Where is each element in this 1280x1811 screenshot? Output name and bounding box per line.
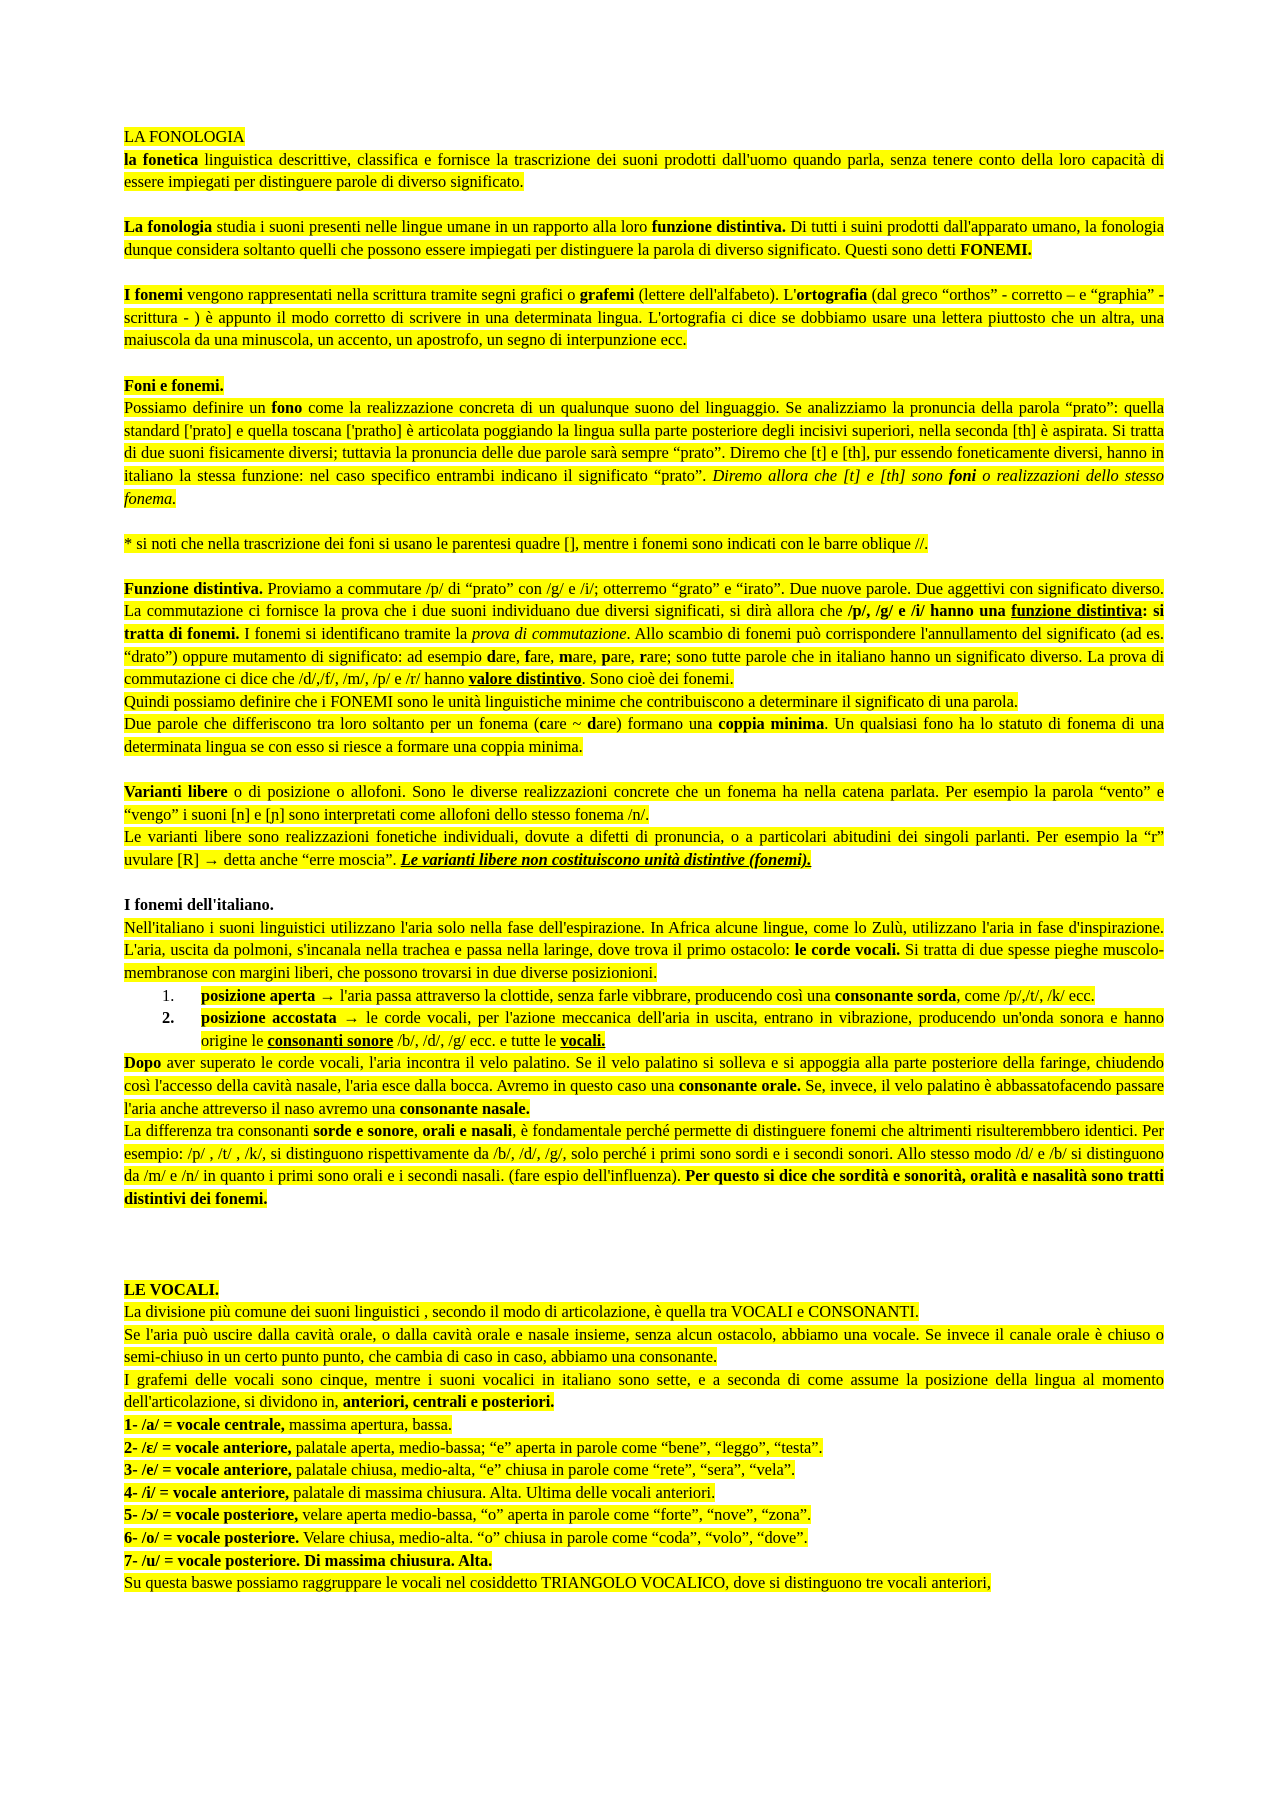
vocale-item: 2- /ɛ/ = vocale anteriore, palatale aperta, medio-bassa; “e” aperta in parole come “bene”, “leggo”, “testa”. [124, 1437, 823, 1457]
para-triangolo: Su questa baswe possiamo raggruppare le vocali nel cosiddetto TRIANGOLO VOCALICO, dove si distinguono tre vocali anteriori, [124, 1573, 992, 1593]
heading-foni: Foni e fonemi. [124, 375, 224, 395]
para-italiano: Nell'italiano i suoni linguistici utilizzano l'aria solo nella fase dell'espirazione. In Africa alcune lingue, come lo Zulù, utilizzano l'aria in fase d'inspirazione. L'aria, uscita da polmoni, s'incanala nella trachea e passa nella laringe, dove trova il primo ostacolo: le corde vocali. Si tratta di due spesse pieghe muscolo-membranose con margini liberi, che possono trovarsi in due diverse posizionioni. [124, 917, 1164, 982]
para-differenza: La differenza tra consonanti sorde e sonore, orali e nasali, è fondamentale perché permette di distinguere fonemi che altrimenti risulterembbero identici. Per esempio: /p/ , /t/ , /k/, si distinguono rispettivamente da /b/, /d/, /g/, solo perché i primi sono sordi e i secondi sonori. Allo stesso modo /d/ e /b/ si distinguono da /m/ e /n/ in quanto i primi sono orali e i secondi nasali. (fare espio dell'influenza). Per questo si dice che sordità e sonorità, oralità e nasalità sono tratti distintivi dei fonemi. [124, 1121, 1164, 1208]
heading-vocali: LE VOCALI. [124, 1279, 220, 1299]
heading-italiano: I fonemi dell'italiano. [124, 895, 274, 915]
para-fonologia: La fonologia studia i suoni presenti nelle lingue umane in un rapporto alla loro funzione distintiva. Di tutti i suini prodotti dall'apparato umano, la fonologia dunque considera soltanto quelli che possono essere impiegati per distinguere la parola di diverso significato. Questi sono detti FONEMI. [124, 217, 1164, 259]
para-vocali-2: Se l'aria può uscire dalla cavità orale, o dalla cavità orale e nasale insieme, senza alcun ostacolo, abbiamo una vocale. Se invece il canale orale è chiuso o semi-chiuso in un certo punto punto, che cambia di caso in caso, abbiamo una consonante. [124, 1324, 1164, 1367]
vocale-item: 7- /u/ = vocale posteriore. Di massima chiusura. Alta. [124, 1550, 493, 1570]
note-parentesi: * si noti che nella trascrizione dei foni si usano le parentesi quadre [], mentre i fonemi sono indicati con le barre oblique //. [124, 533, 929, 553]
para-varianti-2: Le varianti libere sono realizzazioni fonetiche individuali, dovute a difetti di pronuncia, o a particolari abitudini dei singoli parlanti. Per esempio la “r” uvulare [R] → detta anche “erre moscia”. Le varianti libere non costituiscono unità distintive (fonemi). [124, 827, 1164, 869]
vocale-item: 5- /ɔ/ = vocale posteriore, velare aperta medio-bassa, “o” aperta in parole come “forte”, “nove”, “zona”. [124, 1505, 812, 1525]
vocale-item: 1- /a/ = vocale centrale, massima apertura, bassa. [124, 1415, 452, 1435]
para-varianti: Varianti libere o di posizione o allofoni. Sono le diverse realizzazioni concrete che un fonema ha nella catena parlata. Per esempio la parola “vento” e “vengo” i suoni [n] e [ɲ] sono interpretati come allofoni dello stesso fonema /n/. [124, 782, 1165, 824]
list-item: 2. posizione accostata → le corde vocali, per l'azione meccanica dell'aria in uscita, entrano in vibrazione, producendo un'onda sonora e hanno origine le consonanti sonore /b/, /d/, /g/ ecc. e tutte le vocali. [162, 1008, 1164, 1050]
vocale-item: 4- /i/ = vocale anteriore, palatale di massima chiusura. Alta. Ultima delle vocali anteriori. [124, 1482, 716, 1502]
para-dopo: Dopo aver superato le corde vocali, l'aria incontra il velo palatino. Se il velo palatino si solleva e si appoggia alla parte posteriore della faringe, chiudendo così l'accesso della cavità nasale, l'aria esce dalla bocca. Avremo in questo caso una consonante orale. Se, invece, il velo palatino è abbassatofacendo passare l'aria anche attreverso il naso avremo una consonante nasale. [124, 1053, 1165, 1118]
doc-title: LA FONOLOGIA [124, 127, 245, 146]
para-coppia-minima: Due parole che differiscono tra loro soltanto per un fonema (care ~ dare) formano una coppia minima. Un qualsiasi fono ha lo statuto di fonema di una determinata lingua se con esso si riesce a formare una coppia minima. [124, 714, 1164, 757]
posizioni-list [124, 985, 1164, 1053]
para-foni: Possiamo definire un fono come la realizzazione concreta di un qualunque suono del linguaggio. Se analizziamo la pronuncia della parola “prato”: quella standard ['prato] e quella toscana ['pratho] è articolata poggiando la lingua sulla parte posteriore degli incisivi superiori, nella seconda [th] è aspirata. Si tratta di due suoni fisicamente diversi; tuttavia la pronuncia delle due parole sarà sempre “prato”. Diremo che [t] e [th], pur essendo foneticamente diversi, hanno in italiano la stessa funzione: nel caso specifico entrambi indicano il significato “prato”. Diremo allora che [t] e [th] sono foni o realizzazioni dello stesso fonema. [124, 398, 1164, 508]
para-funzione-2: Quindi possiamo definire che i FONEMI sono le unità linguistiche minime che contribuiscono a determinare il significato di una parola. [124, 691, 1018, 711]
para-vocali-3: I grafemi delle vocali sono cinque, mentre i suoni vocalici in italiano sono sette, e a seconda di come assume la posizione della lingua al momento dell'articolazione, si dividono in, anteriori, centrali e posteriori. [124, 1369, 1164, 1412]
para-fonetica: la fonetica linguistica descrittive, classifica e fornisce la trascrizione dei suoni prodotti dall'uomo quando parla, senza tenere conto della loro capacità di essere impiegati per distinguere parole di diverso significato. [124, 149, 1165, 192]
para-funzione: Funzione distintiva. Proviamo a commutare /p/ di “prato” con /g/ e /i/; otterremo “grato” e “irato”. Due nuove parole. Due aggettivi con significato diverso. La commutazione ci fornisce la prova che i due suoni individuano due diversi significati, si dirà allora che /p/, /g/ e /i/ hanno una funzione distintiva: si tratta di fonemi. I fonemi si identificano tramite la prova di commutazione. Allo scambio di fonemi può corrispondere l'annullamento del significato (ad es. “drato”) oppure mutamento di significato: ad esempio dare, fare, mare, pare, rare; sono tutte parole che in italiano hanno un significato diverso. La prova di commutazione ci dice che /d/,/f/, /m/, /p/ e /r/ hanno valore distintivo. Sono cioè dei fonemi. [124, 578, 1165, 689]
para-vocali-1: La divisione più comune dei suoni linguistici , secondo il modo di articolazione, è quella tra VOCALI e CONSONANTI. [124, 1302, 919, 1322]
document-page [124, 126, 1164, 1595]
list-item: 1. posizione aperta → l'aria passa attraverso la clottide, senza farle vibbrare, producendo così una consonante sorda, come /p/,/t/, /k/ ecc. [162, 985, 1095, 1005]
vocale-item: 3- /e/ = vocale anteriore, palatale chiusa, medio-alta, “e” chiusa in parole come “rete”, “sera”, “vela”. [124, 1460, 796, 1480]
para-fonemi: I fonemi vengono rappresentati nella scrittura tramite segni grafici o grafemi (lettere dell'alfabeto). L'ortografia (dal greco “orthos” - corretto – e “graphia” - scrittura - ) è appunto il modo corretto di scrivere in una determinata lingua. L'ortografia ci dice se dobbiamo usare una lettera piuttosto che un altra, una maiuscola da una minuscola, un accento, un apostrofo, un segno di interpunzione ecc. [124, 285, 1164, 350]
vocale-item: 6- /o/ = vocale posteriore. Velare chiusa, medio-alta. “o” chiusa in parole come “coda”, “volo”, “dove”. [124, 1528, 808, 1548]
